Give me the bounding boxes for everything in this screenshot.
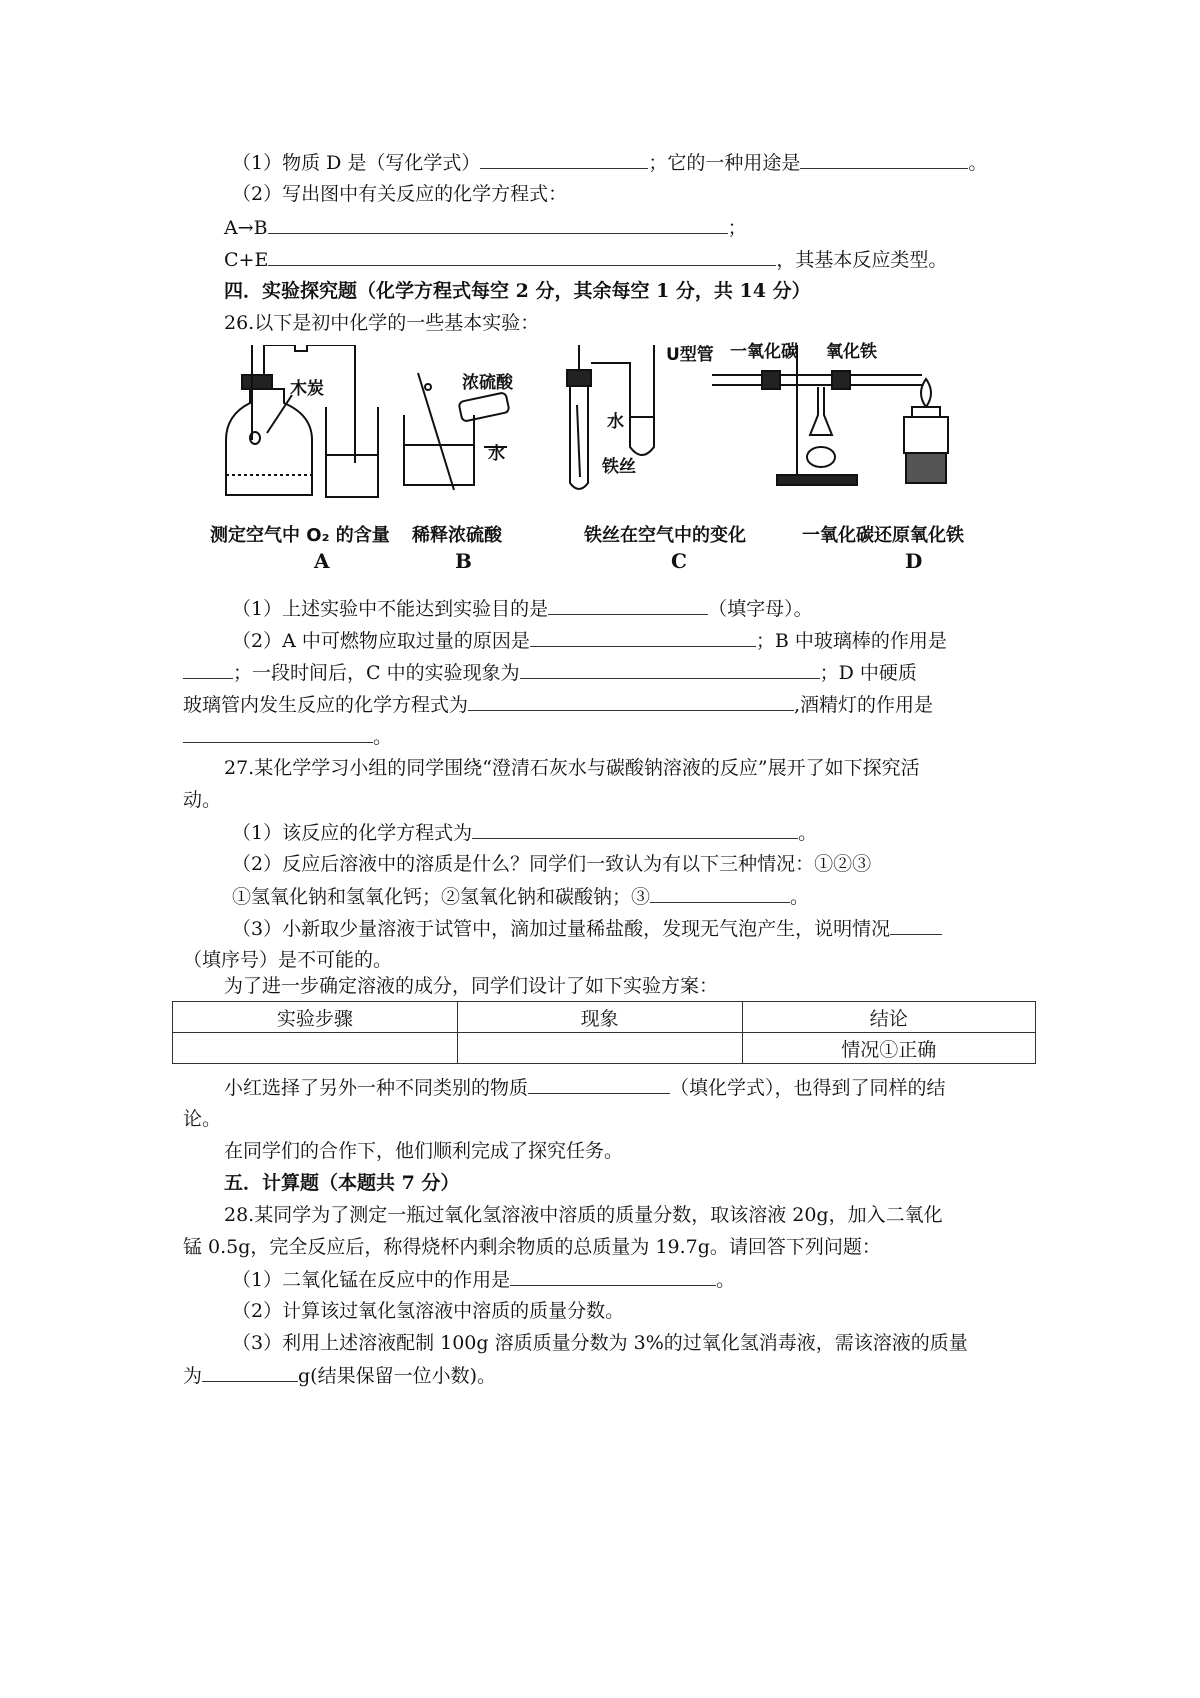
answer-blank[interactable] bbox=[480, 148, 648, 169]
table-cell: 情况①正确 bbox=[742, 1033, 1035, 1064]
answer-blank[interactable] bbox=[468, 690, 794, 711]
answer-blank[interactable] bbox=[268, 245, 776, 266]
q26-part1: （1）上述实验中不能达到实验目的是 （填字母）。 bbox=[232, 594, 813, 623]
table-header: 实验步骤 bbox=[173, 1002, 458, 1033]
q28-intro: 28.某同学为了测定一瓶过氧化氢溶液中溶质的质量分数，取该溶液 20g，加入二氧化 bbox=[224, 1204, 943, 1226]
figure-label: 一氧化碳 bbox=[730, 342, 798, 362]
q26-part2-line1: （2）A 中可燃物应取过量的原因是 ；B 中玻璃棒的作用是 bbox=[232, 626, 947, 655]
figure-letter-c: C bbox=[671, 549, 687, 573]
table-cell[interactable] bbox=[173, 1033, 458, 1064]
q27-part2: （2）反应后溶液中的溶质是什么？同学们一致认为有以下三种情况：①②③ bbox=[232, 853, 872, 875]
q27-part5-cont: 论。 bbox=[183, 1108, 222, 1130]
answer-blank[interactable] bbox=[528, 1073, 670, 1094]
q26-part2-line4: 。 bbox=[183, 722, 392, 751]
q27-conclusion: 在同学们的合作下，他们顺利完成了探究任务。 bbox=[224, 1140, 624, 1162]
answer-blank[interactable] bbox=[650, 882, 790, 903]
figure-label: 水 bbox=[607, 412, 624, 432]
q26-part2-line2: ；一段时间后，C 中的实验现象为 ；D 中硬质 bbox=[183, 658, 917, 687]
table-header: 现象 bbox=[457, 1002, 742, 1033]
q28-intro-cont: 锰 0.5g，完全反应后，称得烧杯内剩余物质的总质量为 19.7g。请回答下列问题： bbox=[183, 1236, 881, 1258]
figure-label: 铁丝 bbox=[602, 457, 636, 477]
figure-letter-b: B bbox=[455, 549, 472, 573]
answer-blank[interactable] bbox=[890, 914, 942, 935]
figure-letter-d: D bbox=[905, 549, 923, 573]
apparatus-a bbox=[226, 345, 378, 497]
answer-blank[interactable] bbox=[520, 658, 820, 679]
figure-label: 浓硫酸 bbox=[462, 373, 513, 393]
answer-blank[interactable] bbox=[472, 818, 798, 839]
q27-plan-intro: 为了进一步确定溶液的成分，同学们设计了如下实验方案： bbox=[224, 975, 719, 997]
q27-part1: （1）该反应的化学方程式为 。 bbox=[232, 818, 817, 847]
figure-letter-a: A bbox=[314, 549, 330, 573]
answer-blank[interactable] bbox=[268, 213, 728, 234]
section-heading-4: 四．实验探究题（化学方程式每空 2 分，其余每空 1 分，共 14 分） bbox=[224, 280, 811, 302]
q25-ce-line: C+E ，其基本反应类型。 bbox=[224, 245, 947, 274]
q25-ab-line: A→B ； bbox=[224, 213, 747, 242]
q28-part1: （1）二氧化锰在反应中的作用是 。 bbox=[232, 1265, 735, 1294]
figure-label: U型管 bbox=[666, 345, 714, 365]
figure-label: 氧化铁 bbox=[826, 342, 877, 362]
q25-part1: （1）物质 D 是（写化学式） ；它的一种用途是 。 bbox=[232, 148, 987, 177]
figure-label: 木炭 bbox=[290, 379, 324, 399]
figure-label: 水 bbox=[488, 444, 505, 464]
table-header: 结论 bbox=[742, 1002, 1035, 1033]
q28-part2: （2）计算该过氧化氢溶液中溶质的质量分数。 bbox=[232, 1300, 625, 1322]
figure-caption-b: 稀释浓硫酸 bbox=[412, 525, 502, 546]
figure-caption-a: 测定空气中 O₂ 的含量 bbox=[210, 525, 390, 546]
q27-part5: 小红选择了另外一种不同类别的物质 （填化学式），也得到了同样的结 bbox=[224, 1073, 946, 1102]
experiment-figures bbox=[210, 342, 1042, 575]
answer-blank[interactable] bbox=[183, 658, 233, 679]
q28-part3-cont: 为 g(结果保留一位小数)。 bbox=[183, 1361, 496, 1390]
table-row bbox=[173, 1033, 1036, 1064]
section-heading-5: 五．计算题（本题共 7 分） bbox=[224, 1172, 460, 1194]
figure-caption-d: 一氧化碳还原氧化铁 bbox=[802, 525, 964, 546]
q26-intro: 26.以下是初中化学的一些基本实验： bbox=[224, 312, 540, 334]
q28-part3: （3）利用上述溶液配制 100g 溶质质量分数为 3%的过氧化氢消毒液，需该溶液的质量 bbox=[232, 1332, 968, 1354]
figure-caption-c: 铁丝在空气中的变化 bbox=[584, 525, 746, 546]
q27-intro-cont: 动。 bbox=[183, 789, 222, 811]
q27-part3-cont: （填序号）是不可能的。 bbox=[183, 949, 393, 971]
table-cell[interactable] bbox=[457, 1033, 742, 1064]
answer-blank[interactable] bbox=[202, 1361, 298, 1382]
answer-blank[interactable] bbox=[548, 594, 708, 615]
table-header-row bbox=[173, 1002, 1036, 1033]
q27-part3: （3）小新取少量溶液于试管中，滴加过量稀盐酸，发现无气泡产生，说明情况 bbox=[232, 914, 942, 943]
q27-part2-options: ①氢氧化钠和氢氧化钙；②氢氧化钠和碳酸钠；③ 。 bbox=[232, 882, 809, 911]
q25-part2: （2）写出图中有关反应的化学方程式： bbox=[232, 183, 568, 205]
answer-blank[interactable] bbox=[183, 722, 373, 743]
q27-intro: 27.某化学学习小组的同学围绕“澄清石灰水与碳酸钠溶液的反应”展开了如下探究活 bbox=[224, 757, 920, 779]
answer-blank[interactable] bbox=[800, 148, 968, 169]
answer-blank[interactable] bbox=[530, 626, 756, 647]
apparatus-d bbox=[712, 345, 948, 485]
q26-part2-line3: 玻璃管内发生反应的化学方程式为 ,酒精灯的作用是 bbox=[183, 690, 933, 719]
experiment-table bbox=[172, 1001, 1036, 1064]
answer-blank[interactable] bbox=[510, 1265, 716, 1286]
